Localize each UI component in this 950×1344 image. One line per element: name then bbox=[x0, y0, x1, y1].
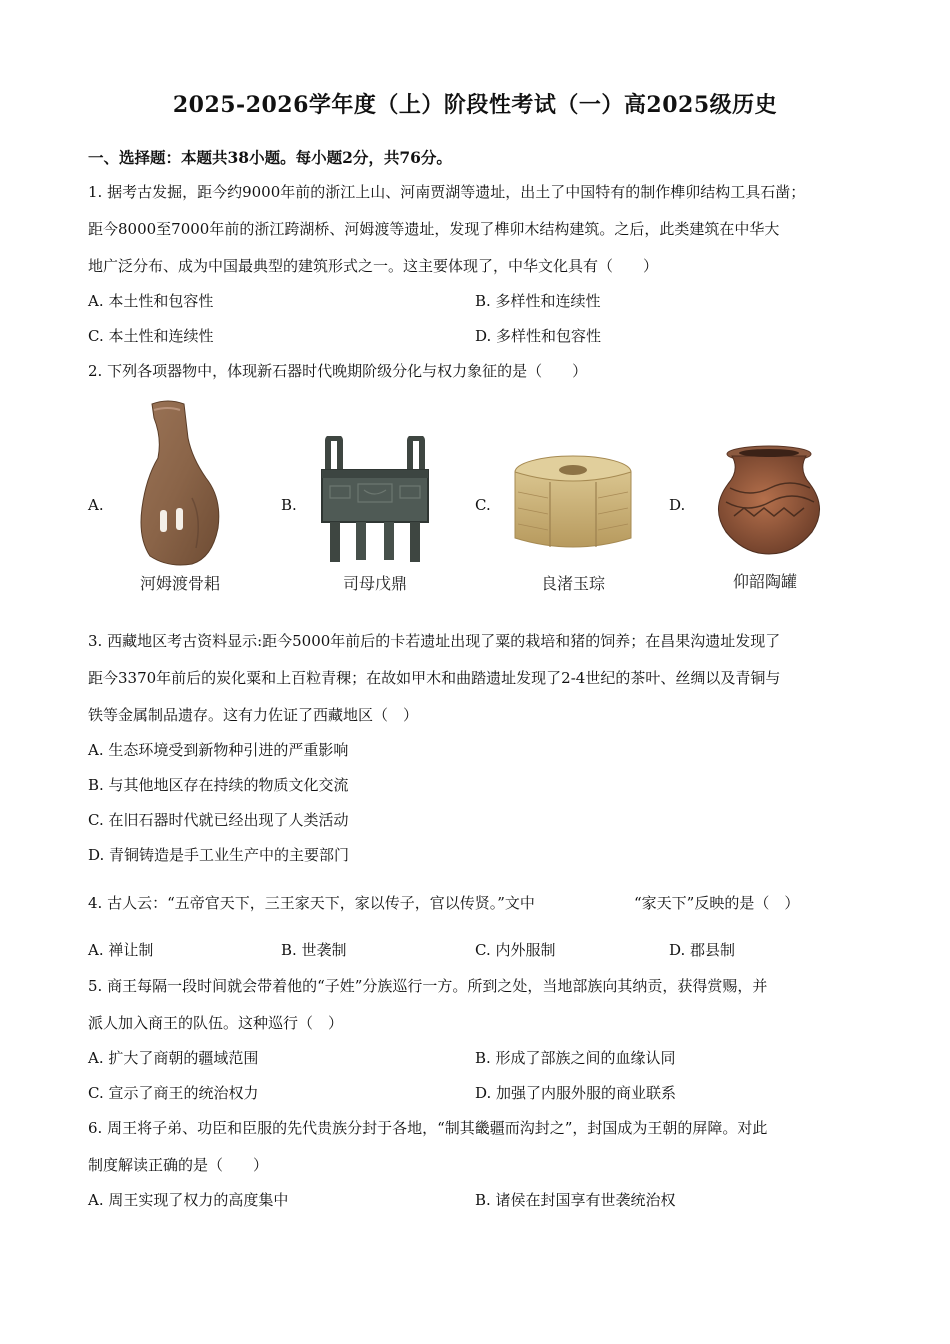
q1-option-d: D. 多样性和包容性 bbox=[475, 327, 602, 345]
q5-option-c: C. 宣示了商王的统治权力 bbox=[88, 1084, 259, 1102]
q3-line-2: 距今3370年前后的炭化粟和上百粒青稞；在故如甲木和曲踏遗址发现了2-4世纪的茶叶、丝绸以及青铜与 bbox=[88, 669, 781, 687]
q1-line-3: 地广泛分布、成为中国最典型的建筑形式之一。这主要体现了，中华文化具有（ ） bbox=[88, 257, 659, 275]
q2-label-b: B. bbox=[281, 496, 297, 514]
q2-caption-d: 仰韶陶罐 bbox=[732, 572, 797, 591]
q6-option-b: B. 诸侯在封国享有世袭统治权 bbox=[475, 1191, 676, 1209]
q4-option-a: A. 禅让制 bbox=[88, 941, 154, 959]
q6-line-1: 6. 周王将子弟、功臣和臣服的先代贵族分封于各地，“制其畿疆而沟封之”，封国成为王朝的屏障。对此 bbox=[88, 1119, 768, 1137]
q2-label-c: C. bbox=[475, 496, 491, 514]
q3-line-1: 3. 西藏地区考古资料显示:距今5000年前后的卡若遗址出现了粟的栽培和猪的饲养；在昌果沟遗址发现了 bbox=[88, 632, 781, 650]
q3-line-3: 铁等金属制品遗存。这有力佐证了西藏地区（ ） bbox=[88, 706, 419, 724]
q3-option-c: C. 在旧石器时代就已经出现了人类活动 bbox=[88, 811, 349, 829]
q6-option-a: A. 周王实现了权力的高度集中 bbox=[88, 1191, 289, 1209]
q1-option-a: A. 本土性和包容性 bbox=[88, 292, 214, 310]
q1-option-c: C. 本土性和连续性 bbox=[88, 327, 214, 345]
q2-stem: 2. 下列各项器物中，体现新石器时代晚期阶级分化与权力象征的是（ ） bbox=[88, 362, 588, 380]
q2-label-a: A. bbox=[88, 496, 104, 514]
q4-stem-part-1: 4. 古人云：“五帝官天下，三王家天下，家以传子，官以传贤。”文中 bbox=[88, 894, 535, 912]
q5-option-a: A. 扩大了商朝的疆域范围 bbox=[88, 1049, 259, 1067]
q5-line-1: 5. 商王每隔一段时间就会带着他的“子姓”分族巡行一方。所到之处，当地部族向其纳贡，获得赏赐，并 bbox=[88, 977, 768, 995]
q5-option-b: B. 形成了部族之间的血缘认同 bbox=[475, 1049, 676, 1067]
q2-caption-c: 良渚玉琮 bbox=[540, 574, 605, 593]
q4-option-d: D. 郡县制 bbox=[669, 941, 736, 959]
q1-option-b: B. 多样性和连续性 bbox=[475, 292, 601, 310]
q3-option-b: B. 与其他地区存在持续的物质文化交流 bbox=[88, 776, 349, 794]
q2-caption-a: 河姆渡骨耜 bbox=[139, 574, 220, 593]
q4-option-b: B. 世袭制 bbox=[281, 941, 347, 959]
q4-stem-part-2: “家天下”反映的是（ ） bbox=[634, 894, 800, 912]
q6-line-2: 制度解读正确的是（ ） bbox=[88, 1156, 269, 1174]
q1-line-2: 距今8000至7000年前的浙江跨湖桥、河姆渡等遗址，发现了榫卯木结构建筑。之后，此类建筑在中华大 bbox=[88, 220, 780, 238]
q3-option-a: A. 生态环境受到新物种引进的严重影响 bbox=[88, 741, 349, 759]
bone-spade-image bbox=[132, 398, 228, 568]
q4-option-c: C. 内外服制 bbox=[475, 941, 556, 959]
q2-label-d: D. bbox=[669, 496, 686, 514]
bronze-ding-image bbox=[316, 436, 434, 566]
q5-option-d: D. 加强了内服外服的商业联系 bbox=[475, 1084, 677, 1102]
q1-line-1: 1. 据考古发掘，距今约9000年前的浙江上山、河南贾湖等遗址，出土了中国特有的制作榫卯结构工具石凿； bbox=[88, 183, 806, 201]
q2-caption-b: 司母戊鼎 bbox=[342, 574, 407, 593]
q3-option-d: D. 青铜铸造是手工业生产中的主要部门 bbox=[88, 846, 350, 864]
section-heading: 一、选择题：本题共38小题。每小题2分，共76分。 bbox=[88, 148, 452, 167]
q5-line-2: 派人加入商王的队伍。这种巡行（ ） bbox=[88, 1014, 344, 1032]
exam-title: 2025-2026学年度（上）阶段性考试（一）高2025级历史 bbox=[172, 92, 778, 118]
jade-cong-image bbox=[510, 452, 636, 552]
pottery-jar-image bbox=[710, 444, 828, 556]
